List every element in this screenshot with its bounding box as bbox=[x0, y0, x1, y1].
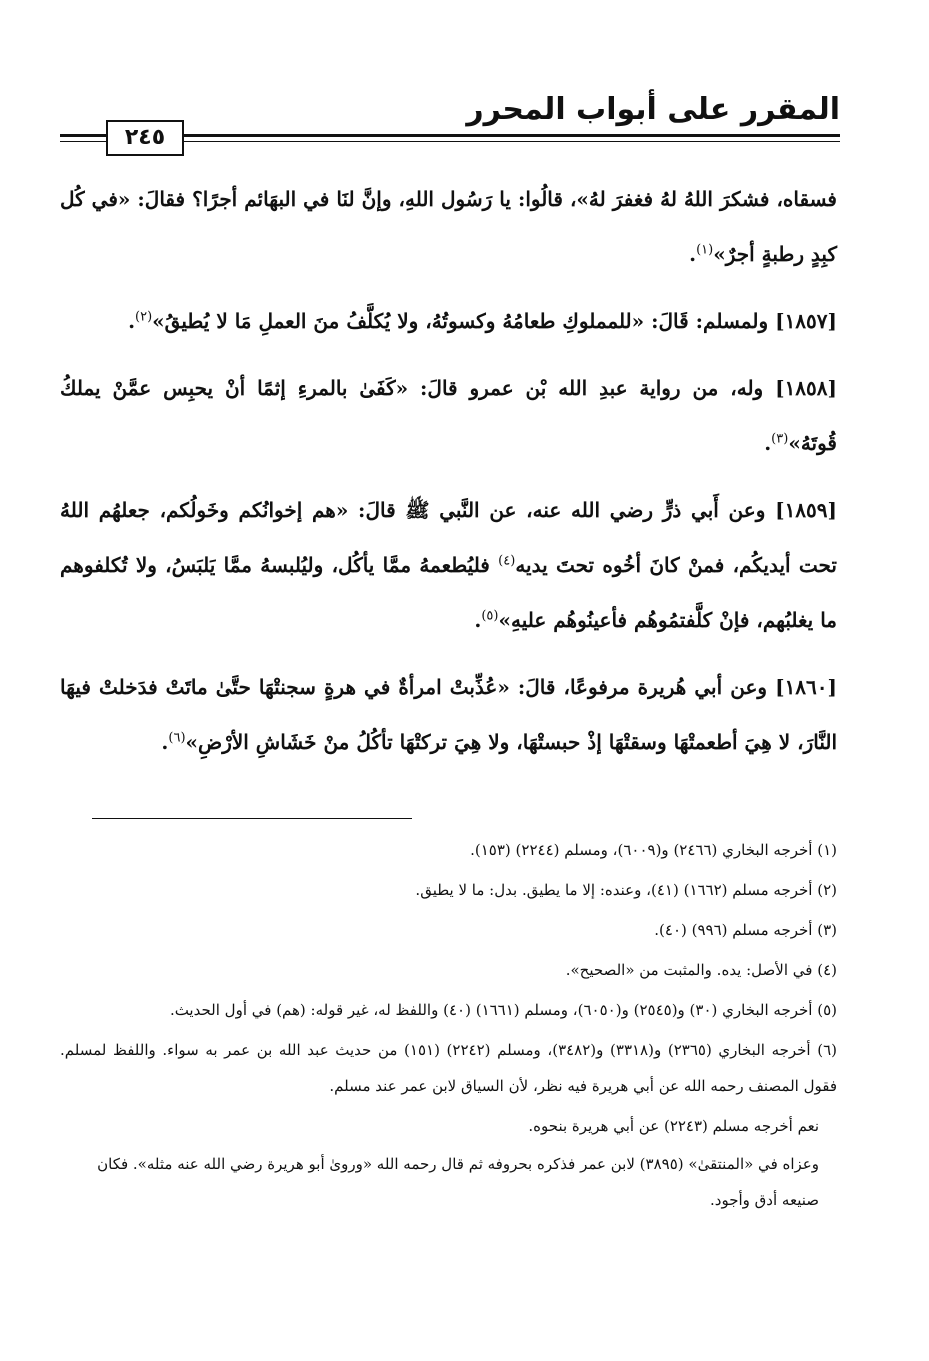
paragraph-end: . bbox=[689, 242, 697, 266]
running-title: المقرر على أبواب المحرر bbox=[466, 92, 840, 127]
footnote-separator bbox=[92, 818, 412, 819]
hadith-number: [١٨٥٧] bbox=[775, 309, 837, 333]
hadith-number: [١٨٦٠] bbox=[775, 675, 837, 699]
footnote-ref[interactable]: (٣) bbox=[771, 431, 789, 447]
hadith-paragraph bbox=[60, 361, 837, 471]
footnote: (٢) أخرجه مسلم (١٦٦٢) (٤١)، وعنده: إلا ما يطيق. بدل: ما لا يطيق. bbox=[415, 881, 837, 899]
footnote-continuation: نعم أخرجه مسلم (٢٢٤٣) عن أبي هريرة بنحوه. bbox=[528, 1117, 819, 1135]
paragraph-text: ولمسلم: قَالَ: «للمملوكِ طعامُهُ وكسوتُهُ، ولا يُكلَّفُ منَ العملِ مَا لا يُطيقُ» bbox=[152, 309, 769, 333]
footnotes bbox=[60, 832, 837, 1220]
paragraph-text-cont: فليُطعمهُ ممَّا يأكُل، وليُلبسهُ ممَّا يَلبَسُ، ولا تُكلفوهم ما يغلبُهم، فإنْ كلَّفتمُوهُم فأعينُوهُم عليهِ» bbox=[60, 553, 837, 632]
page-number: ٢٤٥ bbox=[106, 120, 184, 156]
page-header bbox=[60, 92, 840, 162]
hadith-paragraph bbox=[60, 483, 837, 648]
footnote: (١) أخرجه البخاري (٢٤٦٦) و(٦٠٠٩)، ومسلم (٢٢٤٤) (١٥٣). bbox=[470, 841, 837, 859]
paragraph-end: . bbox=[161, 730, 169, 754]
paragraph-text: وعن أَبي ذرٍّ رضي الله عنه، عن النَّبي ﷺ قالَ: «هم إخوانُكم وخَولُكم، جعلهُم اللهُ تحت أيديكُم، فمنْ كانَ أخُوه تحتَ يديه bbox=[60, 498, 837, 577]
paragraph-text: فسقاه، فشكرَ اللهُ لهُ فغفرَ لهُ»، قالُوا: يا رَسُول اللهِ، وإنَّ لنَا في البهَائم أجرًا؟ فقالَ: «في كُل كبِدٍ رطبةٍ أجرٌ» bbox=[60, 187, 837, 266]
paragraph-text: وله، من رواية عبدِ الله بْن عمرو قالَ: «كَفَىٰ بالمرءِ إثمًا أنْ يحبِس عمَّنْ يملكُ قُوتَهُ» bbox=[60, 376, 837, 455]
hadith-paragraph bbox=[60, 294, 837, 349]
hadith-paragraph bbox=[60, 660, 837, 770]
paragraph-end: . bbox=[764, 431, 772, 455]
footnote: (٤) في الأصل: يده. والمثبت من «الصحيح». bbox=[565, 961, 837, 979]
paragraph-text: وعن أبي هُريرة مرفوعًا، قالَ: «عُذِّبتْ امرأةٌ في هرةٍ سجنتْهَا حتَّىٰ ماتَتْ فدَخلتْ فيهَا النَّارَ، لا هِيَ أطعمتْهَا وسقتْهَا إذْ حبستْهَا، ولا هِيَ تركتْهَا تأكُلُ منْ خَشَاشِ الأرْضِ» bbox=[60, 675, 837, 754]
hadith-number: [١٨٥٩] bbox=[775, 498, 837, 522]
footnote: (٣) أخرجه مسلم (٩٩٦) (٤٠). bbox=[654, 921, 837, 939]
footnote-ref[interactable]: (١) bbox=[696, 242, 714, 258]
hadith-number: [١٨٥٨] bbox=[775, 376, 837, 400]
footnote-ref[interactable]: (٦) bbox=[168, 730, 186, 746]
paragraph-end: . bbox=[128, 309, 136, 333]
footnote-ref[interactable]: (٥) bbox=[481, 608, 499, 624]
footnote-ref[interactable]: (٢) bbox=[135, 309, 153, 325]
main-text bbox=[60, 172, 837, 782]
footnote: (٥) أخرجه البخاري (٣٠) و(٢٥٤٥) و(٦٠٥٠)، ومسلم (١٦٦١) (٤٠) واللفظ له، غير قوله: (هم) في أول الحديث. bbox=[169, 1001, 837, 1019]
hadith-paragraph bbox=[60, 172, 837, 282]
paragraph-end: . bbox=[474, 608, 482, 632]
footnote-ref[interactable]: (٤) bbox=[498, 553, 516, 569]
footnote-continuation: وعزاه في «المنتقىٰ» (٣٨٩٥) لابن عمر فذكره بحروفه ثم قال رحمه الله «وروىٰ أبو هريرة رضي الله عنه مثله». فكان صنيعه أدق وأجود. bbox=[97, 1155, 819, 1209]
footnote: (٦) أخرجه البخاري (٢٣٦٥) و(٣٣١٨) و(٣٤٨٢)، ومسلم (٢٢٤٢) (١٥١) من حديث عبد الله بن عمر به سواء. واللفظ لمسلم. فقول المصنف رحمه الله عن أبي هريرة فيه نظر، لأن السياق لابن عمر عند مسلم. bbox=[60, 1041, 838, 1095]
